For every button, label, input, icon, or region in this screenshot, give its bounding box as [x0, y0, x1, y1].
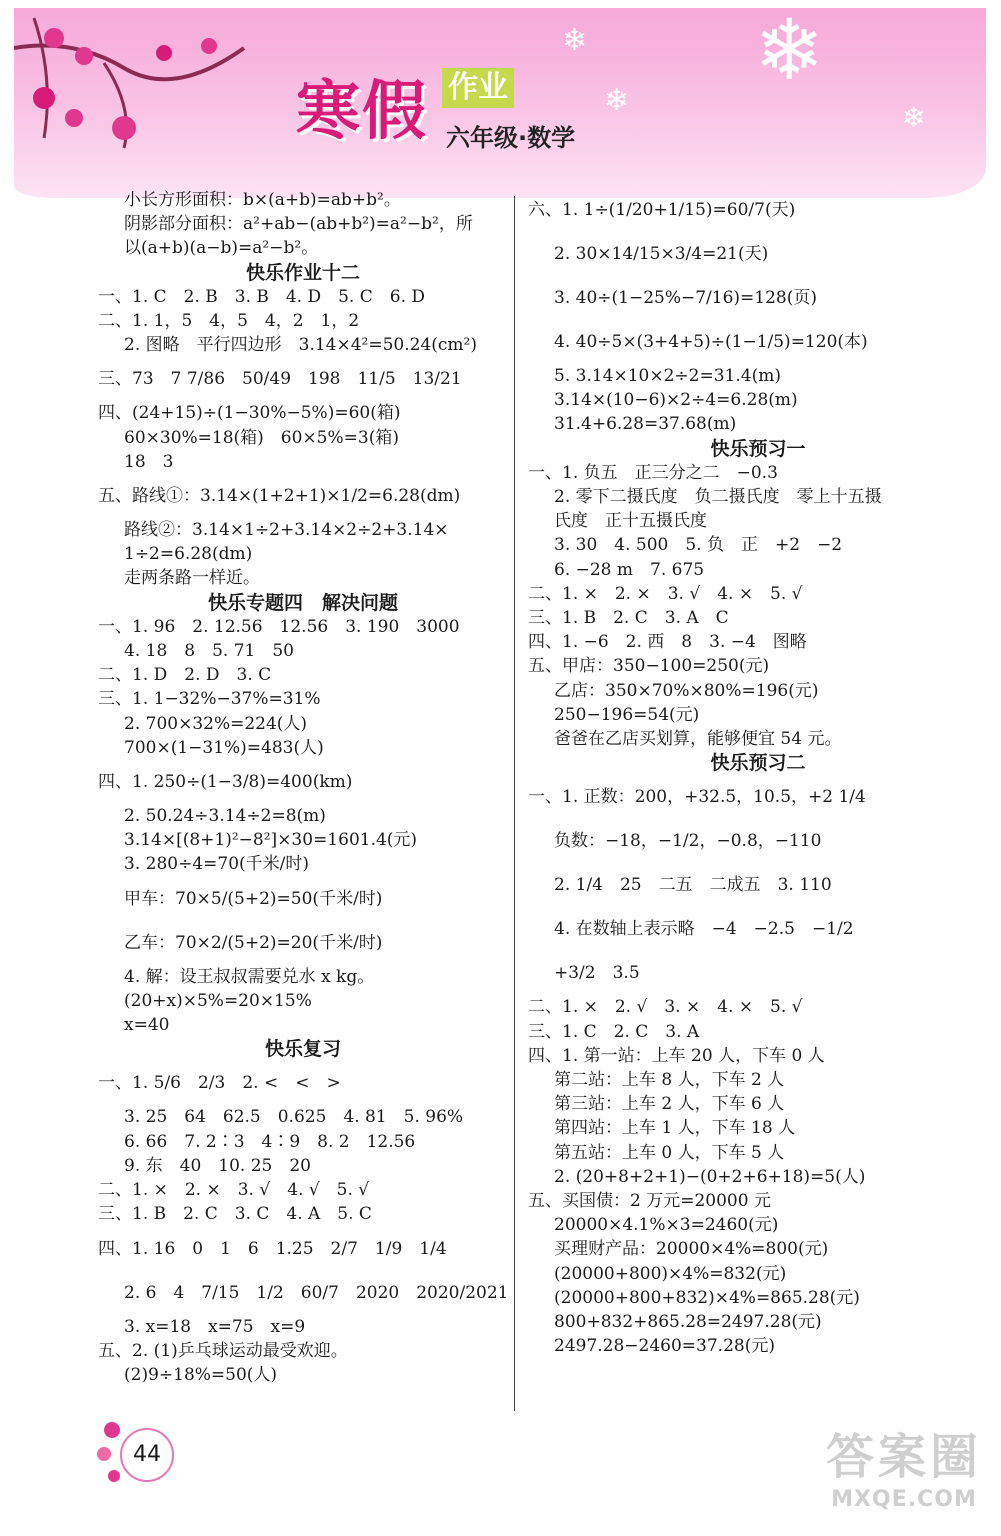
answer-line: 3. 30 4. 500 5. 负 正 +2 −2 — [554, 535, 843, 556]
answer-line: 9. 东 40 10. 25 20 — [124, 1155, 311, 1176]
answer-line: 以(a+b)(a−b)=a²−b²。 — [124, 238, 319, 259]
answer-line: 三、1. C 2. C 3. A — [528, 1021, 700, 1042]
answer-line: 买理财产品：20000×4%=800(元) — [554, 1239, 829, 1260]
answer-line: (20000+800+832)×4%=865.28(元) — [554, 1287, 860, 1308]
answer-line: 2. 50.24÷3.14÷2=8(m) — [124, 806, 326, 827]
answer-line: 6. −28 m 7. 675 — [554, 559, 705, 580]
answer-line: 二、1. × 2. √ 3. × 4. × 5. √ — [528, 997, 803, 1018]
answer-line: 阴影部分面积：a²+ab−(ab+b²)=a²−b²，所 — [124, 214, 473, 235]
answer-line: 800+832+865.28=2497.28(元) — [554, 1312, 822, 1333]
answer-line: 2497.28−2460=37.28(元) — [554, 1336, 775, 1357]
answer-line: 五、路线①：3.14×(1+2+1)×1/2=6.28(dm) — [98, 486, 461, 507]
answer-line: +3/2 3.5 — [554, 963, 640, 984]
left-column — [98, 188, 508, 1387]
answer-line: 四、1. −6 2. 西 8 3. −4 图略 — [528, 632, 807, 653]
answer-line: 第二站：上车 8 人，下车 2 人 — [554, 1070, 785, 1091]
title-tag: 作业 — [442, 68, 514, 108]
snowflake-icon: ❄ — [754, 1, 825, 99]
answer-line: 一、1. 正数：200，+32.5，10.5，+2 1/4 — [528, 787, 866, 808]
watermark-text: 答案圈 — [826, 1429, 983, 1485]
column-divider — [514, 196, 515, 1411]
answer-line: (20+x)×5%=20×15% — [124, 990, 312, 1011]
snowflake-icon: ❄ — [562, 23, 588, 58]
answer-line: 三、1. 1−32%−37%=31% — [98, 689, 321, 710]
answer-line: 四、1. 16 0 1 6 1.25 2/7 1/9 1/4 — [98, 1238, 447, 1259]
grade-subject: 六年级·数学 — [446, 124, 576, 152]
answer-line: 一、1. 96 2. 12.56 12.56 3. 190 3000 — [98, 616, 460, 637]
answer-line: 2. 700×32%=224(人) — [124, 713, 308, 734]
answer-line: 第五站：上车 0 人，下车 5 人 — [554, 1142, 785, 1163]
answer-line: 五、2. (1)乒乓球运动最受欢迎。 — [98, 1340, 348, 1361]
answer-line: 乙店：350×70%×80%=196(元) — [554, 680, 819, 701]
answer-line: 甲车：70×5/(5+2)=50(千米/时) — [124, 888, 383, 909]
answer-line: 3.14×[(8+1)²−8²]×30=1601.4(元) — [124, 830, 418, 851]
answer-line: 走两条路一样近。 — [124, 568, 260, 589]
snowflake-icon: ❄ — [902, 101, 926, 134]
answer-line: 3.14×(10−6)×2÷4=6.28(m) — [554, 390, 798, 411]
watermark-url: MXQE.COM — [831, 1487, 977, 1512]
answer-line: 一、1. 5/6 2/3 2. < < > — [98, 1073, 341, 1094]
plum-branch-icon — [14, 8, 274, 198]
answer-line: (20000+800)×4%=832(元) — [554, 1263, 787, 1284]
answer-line: 六、1. 1÷(1/20+1/15)=60/7(天) — [528, 200, 796, 220]
answer-line: 二、1. × 2. × 3. √ 4. × 5. √ — [528, 583, 803, 604]
answer-line: 小长方形面积：b×(a+b)=ab+b²。 — [124, 190, 401, 210]
answer-line: 五、甲店：350−100=250(元) — [528, 656, 770, 677]
answer-line: 2. 30×14/15×3/4=21(天) — [554, 244, 769, 264]
answer-line: 路线②：3.14×1÷2+3.14×2÷2+3.14× — [124, 520, 449, 541]
answer-line: 五、买国债：2 万元=20000 元 — [528, 1191, 771, 1212]
answer-line: 2. (20+8+2+1)−(0+2+6+18)=5(人) — [554, 1166, 866, 1187]
answer-line: 3. x=18 x=75 x=9 — [124, 1316, 306, 1337]
answer-line: 1÷2=6.28(dm) — [124, 544, 253, 565]
right-column — [528, 188, 988, 1359]
answer-line: 2. 图略 平行四边形 3.14×4²=50.24(cm²) — [124, 335, 477, 356]
answer-line: (2)9÷18%=50(人) — [124, 1364, 278, 1385]
answer-line: 2. 零下二摄氏度 负二摄氏度 零上十五摄 — [554, 487, 882, 508]
answer-line: x=40 — [124, 1015, 170, 1036]
page-number: 44 — [120, 1428, 174, 1482]
answer-line: 二、1. D 2. D 3. C — [98, 665, 272, 686]
answer-line: 3. 40÷(1−25%−7/16)=128(页) — [554, 288, 817, 308]
answer-line: 爸爸在乙店买划算，能够便宜 54 元。 — [554, 729, 842, 750]
answer-line: 20000×4.1%×3=2460(元) — [554, 1215, 779, 1236]
answer-line: 二、1. × 2. × 3. √ 4. √ 5. √ — [98, 1180, 370, 1201]
answer-line: 250−196=54(元) — [554, 704, 700, 725]
snowflake-icon: ❄ — [604, 83, 630, 118]
answer-line: 5. 3.14×10×2÷2=31.4(m) — [554, 366, 781, 386]
answer-line: 18 3 — [124, 451, 174, 472]
section-heading: 快乐预习一 — [710, 437, 806, 460]
answer-line: 四、(24+15)÷(1−30%−5%)=60(箱) — [98, 403, 401, 424]
watermark — [826, 1418, 982, 1512]
answer-line: 二、1. 1，5 4，5 4，2 1，2 — [98, 311, 360, 332]
answer-line: 2. 1/4 25 二五 二成五 3. 110 — [554, 875, 832, 896]
answer-line: 一、1. C 2. B 3. B 4. D 5. C 6. D — [98, 286, 426, 307]
answer-line: 三、1. B 2. C 3. A C — [528, 608, 729, 629]
answer-line: 乙车：70×2/(5+2)=20(千米/时) — [124, 932, 383, 953]
answer-line: 6. 66 7. 2∶3 4∶9 8. 2 12.56 — [124, 1131, 416, 1152]
answer-line: 一、1. 负五 正三分之二 −0.3 — [528, 462, 778, 483]
answer-line: 4. 解：设王叔叔需要兑水 x kg。 — [124, 966, 375, 987]
answer-line: 700×(1−31%)=483(人) — [124, 737, 324, 758]
section-heading: 快乐预习二 — [710, 752, 806, 775]
answer-line: 第四站：上车 1 人，下车 18 人 — [554, 1118, 796, 1139]
answer-line: 4. 在数轴上表示略 −4 −2.5 −1/2 — [554, 919, 854, 940]
page-title: 寒假 — [296, 75, 428, 149]
section-heading: 快乐复习 — [264, 1038, 341, 1061]
answer-line: 2. 6 4 7/15 1/2 60/7 2020 2020/2021 — [124, 1282, 509, 1303]
answer-line: 负数：−18，−1/2，−0.8，−110 — [554, 831, 822, 852]
answer-line: 三、73 7 7/86 50/49 198 11/5 13/21 — [98, 369, 462, 390]
answer-line: 60×30%=18(箱) 60×5%=3(箱) — [124, 427, 399, 448]
answer-line: 4. 40÷5×(3+4+5)÷(1−1/5)=120(本) — [554, 332, 868, 352]
answer-line: 三、1. B 2. C 3. C 4. A 5. C — [98, 1204, 372, 1225]
header-banner — [14, 1, 986, 198]
answer-line: 四、1. 250÷(1−3/8)=400(km) — [98, 772, 353, 793]
answer-line: 第三站：上车 2 人，下车 6 人 — [554, 1094, 785, 1115]
answer-line: 氏度 正十五摄氏度 — [554, 511, 707, 532]
answer-line: 4. 18 8 5. 71 50 — [124, 641, 294, 662]
section-heading: 快乐作业十二 — [245, 261, 360, 284]
answer-line: 3. 25 64 62.5 0.625 4. 81 5. 96% — [124, 1107, 464, 1128]
answer-line: 31.4+6.28=37.68(m) — [554, 414, 737, 435]
answer-line: 四、1. 第一站：上车 20 人，下车 0 人 — [528, 1045, 825, 1066]
section-heading: 快乐专题四 解决问题 — [207, 591, 398, 614]
answer-line: 3. 280÷4=70(千米/时) — [124, 854, 309, 875]
